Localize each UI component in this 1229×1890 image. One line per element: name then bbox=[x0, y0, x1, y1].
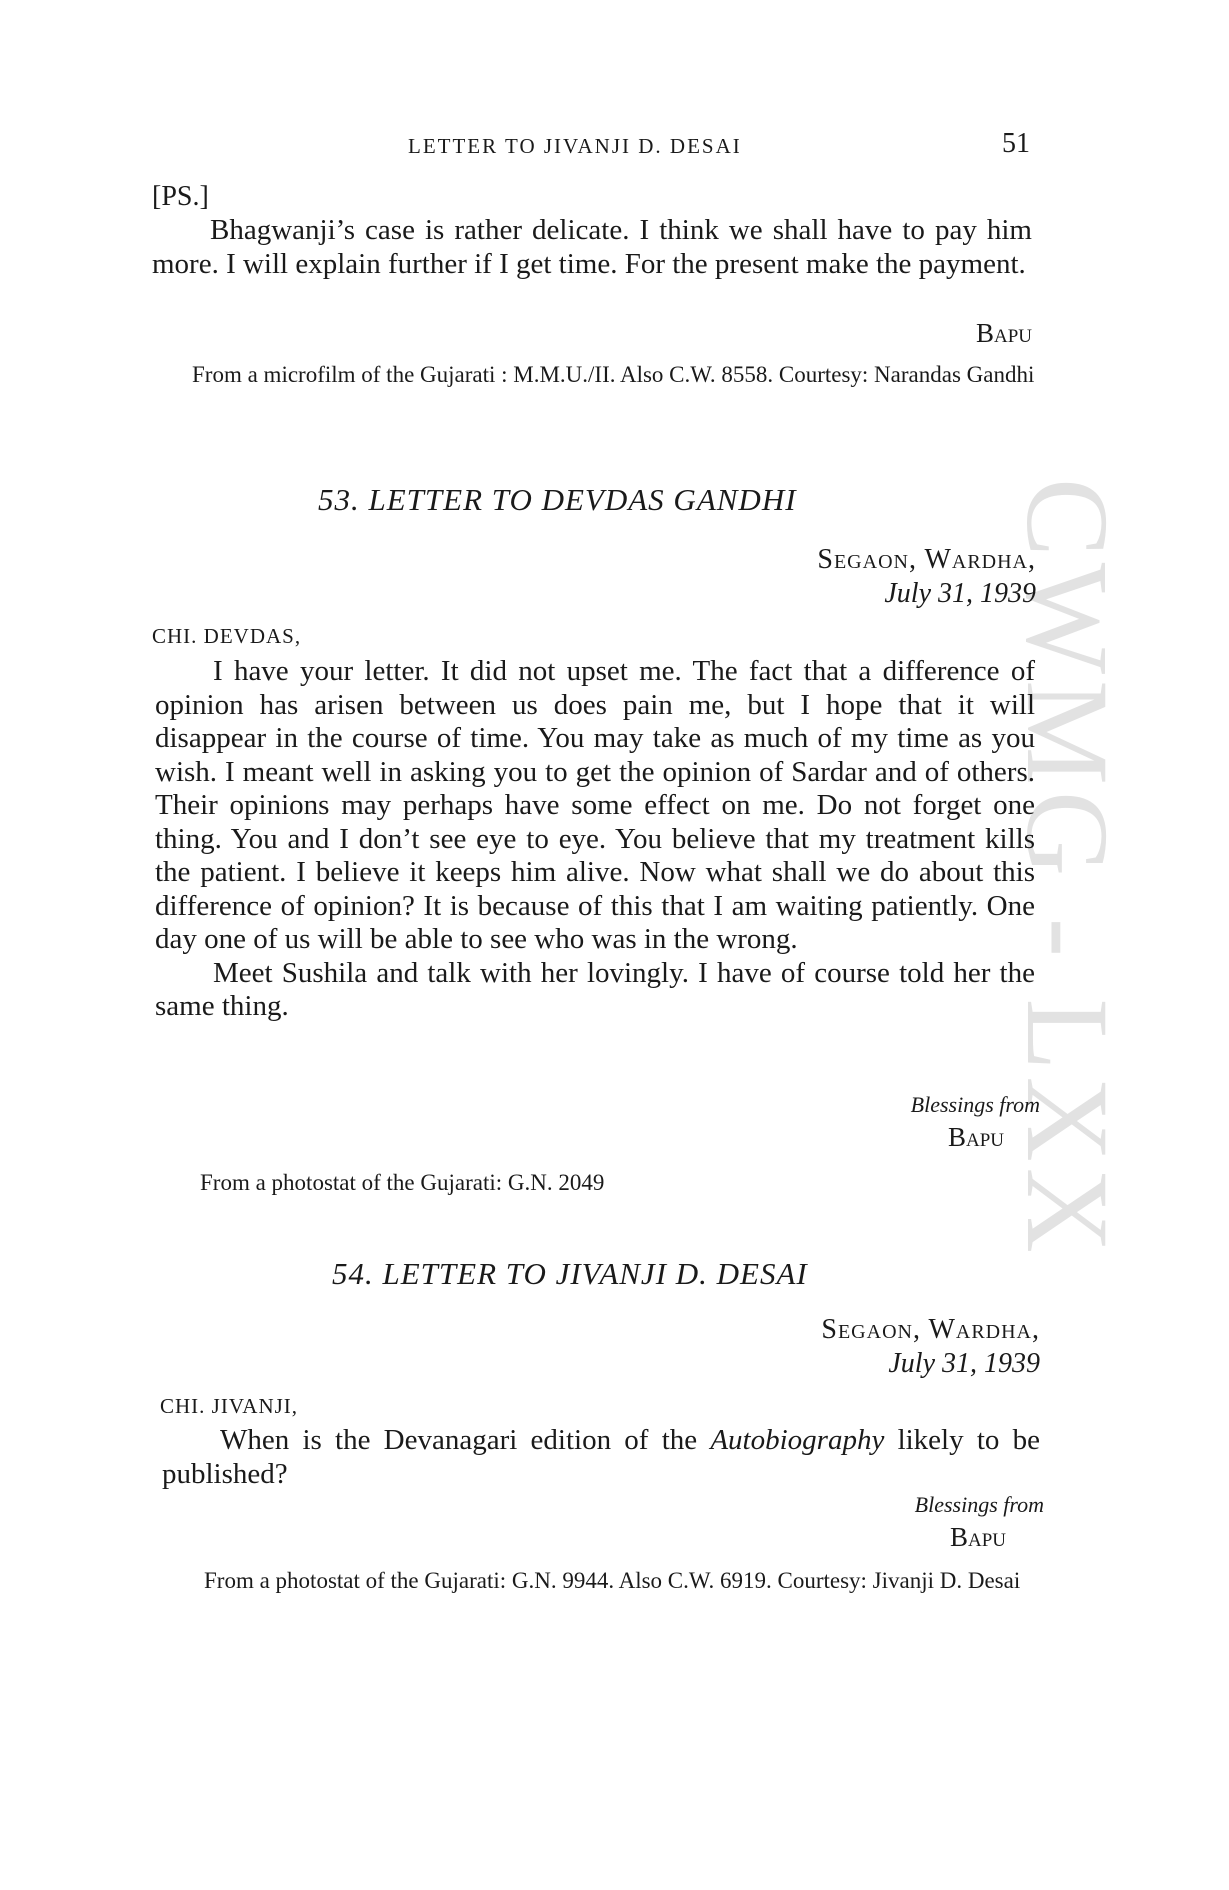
letter-53-title: 53. LETTER TO DEVDAS GANDHI bbox=[318, 482, 797, 517]
autobiography-title: Autobiography bbox=[710, 1424, 885, 1456]
letter-54-place: Segaon, Wardha, bbox=[821, 1314, 1040, 1345]
ps-signature: Bapu bbox=[975, 318, 1032, 348]
letter-53-date: July 31, 1939 bbox=[884, 578, 1036, 609]
ps-label: [PS.] bbox=[152, 181, 209, 212]
letter-54-body bbox=[162, 1424, 1040, 1491]
letter-53-salutation: CHI. DEVDAS, bbox=[152, 624, 302, 648]
letter-54-source-note: From a photostat of the Gujarati: G.N. 9944. Also C.W. 6919. Courtesy: Jivanji D. Desai bbox=[204, 1568, 1021, 1593]
letter-53-blessings: Blessings from bbox=[910, 1092, 1040, 1117]
letter-53-paragraph-1: I have your letter. It did not upset me. The fact that a difference of opinion has arisen between us does pain me, but I hope that it will disappear in the course of time. You may take as much of my time as you wish. I meant well in asking you to get the opinion of Sardar and of others. Their opinions may perhaps have some effect on me. Do not forget one thing. You and I don’t see eye to eye. You believe that my treatment kills the patient. I believe it keeps him alive. Now what shall we do about this difference of opinion? It is because of this that I am waiting patiently. One day one of us will be able to see who was in the wrong. bbox=[155, 655, 1035, 955]
letter-54-signature: Bapu bbox=[949, 1522, 1006, 1552]
running-head: LETTER TO JIVANJI D. DESAI bbox=[408, 134, 742, 158]
letter-54-date: July 31, 1939 bbox=[888, 1348, 1040, 1379]
ps-paragraph: Bhagwanji’s case is rather delicate. I think we shall have to pay him more. I will explain further if I get time. For the present make the payment. bbox=[152, 214, 1032, 280]
letter-53-body bbox=[155, 655, 1035, 1024]
letter-54-title: 54. LETTER TO JIVANJI D. DESAI bbox=[332, 1256, 808, 1291]
letter-53-place: Segaon, Wardha, bbox=[817, 544, 1036, 575]
page-number: 51 bbox=[1002, 128, 1030, 159]
watermark: CWMG - LXX bbox=[1002, 478, 1133, 1260]
letter-54-blessings: Blessings from bbox=[914, 1492, 1044, 1517]
letter-54-salutation: CHI. JIVANJI, bbox=[160, 1394, 299, 1418]
letter-54-text-before: When is the Devanagari edition of the bbox=[220, 1424, 711, 1456]
letter-53-paragraph-2: Meet Sushila and talk with her lovingly. I have of course told her the same thing. bbox=[155, 956, 1035, 1022]
letter-54-paragraph bbox=[162, 1424, 1040, 1491]
ps-source-note: From a microfilm of the Gujarati : M.M.U./II. Also C.W. 8558. Courtesy: Narandas Gandhi bbox=[192, 362, 1035, 387]
letter-53-signature: Bapu bbox=[947, 1122, 1004, 1152]
letter-53-source-note: From a photostat of the Gujarati: G.N. 2049 bbox=[200, 1170, 605, 1195]
letter-54-text-after: likely to be published? bbox=[162, 1424, 1040, 1490]
ps-body bbox=[152, 214, 1032, 281]
